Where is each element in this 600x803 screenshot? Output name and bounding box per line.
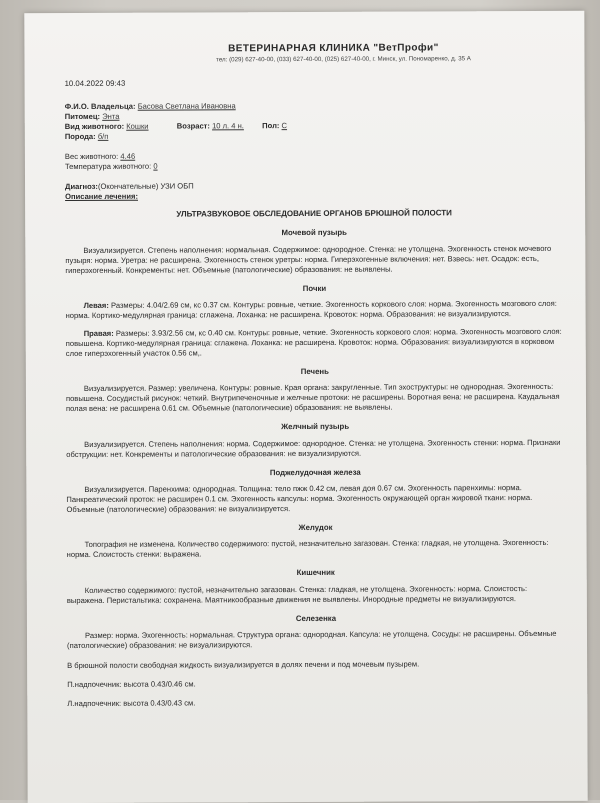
liver-text: Визуализируется. Размер: увеличена. Контуры: ровные. Края органа: закругленные. Тип эхоструктуры: не однородная. Эхогенность: повышена. Сосудистый рисунок: четкий. Внутрипеченочные и желчные протоки: не расширены. Воротная вена: не расширена. Каудальная полая вена: не расширена 0.61 см. Объемные (патологические) образования: не выявлены. [65,382,560,414]
age-label: Возраст: [176,121,210,131]
left-kidney-text: Размеры: 4.04/2.69 см, кс 0.37 см. Контуры: ровные, четкие. Эхогенность коркового слоя: норма. Эхогенность мозгового слоя: норма. Кортико-медулярная граница: сглажена. Лоханка: не расширена. Кровоток: норма. Образования: не визуализируются. [65,298,557,321]
bladder-title: Мочевой пузырь [281,228,347,238]
report-date: 10.04.2022 09:43 [64,79,126,89]
stomach-text: Топография не изменена. Количество содержимого: пустой, незначительно загазован. Стенка: гладкая, не утолщена. Эхогенность: норма. Слоистость стенки: выражена. [66,538,549,560]
breed-value: б/п [97,131,109,141]
report-title: УЛЬТРАЗВУКОВОЕ ОБСЛЕДОВАНИЕ ОРГАНОВ БРЮШНОЙ ПОЛОСТИ [176,208,452,219]
right-kidney-paragraph [66,327,564,359]
temperature-row [65,160,563,172]
right-kidney-text: Размеры: 3.93/2.56 см, кс 0.40 см. Контуры: ровные, четкие. Эхогенность коркового слоя: норма. Эхогенность мозгового слоя: повышена. Кортико-медулярная граница: сглажена. Лоханка: не расширена. Кровоток: норма. Образования: визуализируются в корковом слое гиперэхогенный участок 0.56 см,. [65,326,562,359]
liver-title: Печень [300,366,329,377]
sex-label: Пол: [262,120,280,130]
species-value: Кошки [126,121,149,131]
gallbladder-text: Визуализируется. Степень наполнения: норма. Содержимое: однородное. Стенка: не утолщена. Эхогенность стенки: норма. Признаки обструкции: нет. Конкременты и патологические образования: не визуализируются. [66,437,561,459]
diagnosis-label: Диагноз: [65,181,98,191]
treatment-label: Описание лечения: [65,191,139,201]
species-label: Вид животного: [64,121,125,131]
right-adrenal-note: П.надпочечник: высота 0.43/0.46 см. [67,679,196,689]
spleen-title: Селезенка [295,613,337,623]
stomach-title: Желудок [298,522,333,533]
right-kidney-label: Правая: [83,328,114,338]
pet-label: Питомец: [64,111,101,121]
clinic-address: тел: (029) 627-40-00, (033) 627-40-00, (025) 627-40-00, г. Минск, ул. Пономаренко, д. 35 А [216,55,471,64]
left-kidney-label: Левая: [83,300,109,310]
vitals-info [65,150,563,172]
kidneys-title: Почки [302,283,327,293]
spleen-text: Размер: норма. Эхогенность: нормальная. Структура органа: однородная. Капсула: не утолщена. Сосуды: не расширены. Объемные (патологические) образования: не визуализируются. [67,628,557,650]
weight-label: Вес животного: [64,151,119,161]
clinic-title: ВЕТЕРИНАРНАЯ КЛИНИКА "ВетПрофи" [228,42,439,55]
owner-label: Ф.И.О. Владельца: [64,101,136,111]
document-page [24,11,587,803]
gallbladder-title: Желчный пузырь [281,422,350,432]
pancreas-text: Визуализируется. Паренхима: однородная. Толщина: тело пжж 0.42 см, левая доя 0.67 см. Эхогенность паренхимы: норма. Панкреатический проток: не расширен 0.1 см. Эхогенность капсулы: норма. Эхогенность окружающей орган жировой ткани: норма. Объемные (патологические) образования: не визуализируется. [66,482,533,515]
temperature-value: 0 [153,161,158,171]
age-value: 10 л. 4 н. [212,120,244,131]
report-footer [67,659,565,709]
free-fluid-note: В брюшной полости свободная жидкость визуализируется в долях печени и под мочевым пузырем. [67,659,420,670]
sex-value: С [281,120,288,130]
temperature-label: Температура животного: [64,161,152,171]
breed-label: Порода: [64,131,96,141]
intestine-text: Количество содержимого: пустой, незначительно загазован. Стенка: гладкая, не утолщена. Эхогенность: норма. Слоистость: выражена. Перистальтика: сохранена. Маятникообразные движения не выявлены. Инородные предметы не визуализируются. [66,583,528,605]
left-kidney-paragraph [66,299,564,321]
document-content [64,41,565,718]
weight-value: 4.46 [120,151,136,161]
owner-value: Басова Светлана Ивановна [137,100,236,111]
patient-info [65,100,563,142]
pet-value: Энта [102,111,120,121]
bladder-text: Визуализируется. Степень наполнения: нормальная. Содержимое: однородное. Стенка: не утолщена. Эхогенность стенок мочевого пузыря: норма. Уретра: не расширена. Эхогенность стенок уретры: норма. Гиперэхогенные включения: нет. Взвесь: нет. Осадок: есть, гиперэхогенный. Конкременты: нет. Объемные (патологические) образования: не выявлены. [65,243,552,275]
pancreas-title: Поджелудочная железа [269,467,361,477]
diagnosis-value: (Окончательные) УЗИ ОБП [97,181,194,191]
intestine-title: Кишечник [296,568,335,578]
diagnosis-info [65,180,563,202]
left-adrenal-note: Л.надпочечник: высота 0.43/0.43 см. [67,698,196,708]
